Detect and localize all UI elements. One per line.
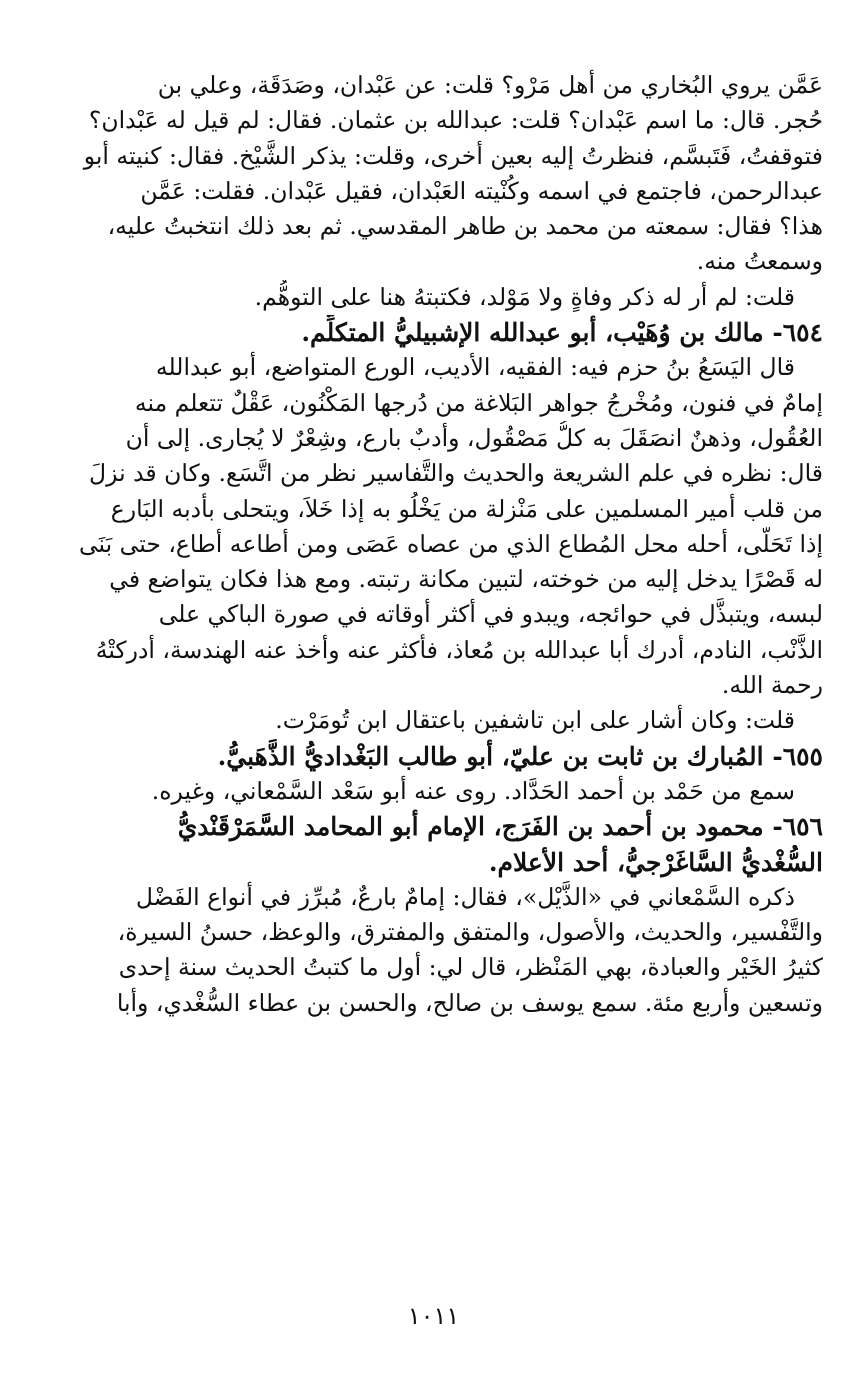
entry-heading-655: ٦٥٥- المُبارك بن ثابت بن عليّ، أبو طالب البَغْداديُّ الذَّهَبيُّ. — [217, 741, 823, 771]
text-line: فتوقفتُ، فَتَبسَّم، فنظرتُ إليه بعين أخرى، وقلت: يذكر الشَّيْخ. فقال: كنيته أبو — [83, 141, 823, 170]
text-line: قال: نظره في علم الشريعة والحديث والتَّفاسير نظر من اتَّسَع. وكان قد نزلَ — [89, 459, 823, 488]
text-line: من قلب أمير المسلمين على مَنْزلة من يَخْلُو به إذا خَلاَ، ويتحلى بأدبه البَارع — [110, 494, 823, 523]
text-line: لبسه، ويتبذَّل في حوائجه، ويبدو في أكثر أوقاته في صورة الباكي على — [158, 600, 823, 629]
entry-heading-654: ٦٥٤- مالك بن وُهَيْب، أبو عبدالله الإشبيليُّ المتكلِّم. — [301, 318, 823, 348]
text-line: عبدالرحمن، فاجتمع في اسمه وكُنْيته العَبْدان، فقيل عَبْدان. فقلت: عَمَّن — [140, 176, 823, 205]
text-line: قال اليَسَعُ بنُ حزم فيه: الفقيه، الأديب، الورع المتواضع، أبو عبدالله — [155, 353, 795, 382]
text-line: حُجر. قال: ما اسم عَبْدان؟ قلت: عبدالله بن عثمان. فقال: لم قيل له عَبْدان؟ — [88, 106, 823, 135]
text-line: ذكره السَّمْعاني في «الذَّيْل»، فقال: إمامٌ بارعٌ، مُبرِّز في أنواع الفَضْل — [135, 882, 795, 911]
text-line: سمع من حَمْد بن أحمد الحَدَّاد. روى عنه أبو سَعْد السَّمْعاني، وغيره. — [151, 776, 795, 805]
page-body — [70, 68, 823, 1021]
note-line: قلت: وكان أشار على ابن تاشفين باعتقال ابن تُومَرْت. — [275, 706, 795, 735]
text-line: الذَّنْب، النادم، أدرك أبا عبدالله بن مُعاذ، فأكثر عنه وأخذ عنه الهندسة، أدركتْهُ — [95, 635, 823, 664]
text-line: وتسعين وأربع مئة. سمع يوسف بن صالح، والحسن بن عطاء السُّغْدي، وأبا — [116, 988, 823, 1017]
text-line: إذا تَحَلَّى، أحله محل المُطاع الذي من عصاه عَصَى ومن أطاعه أطاع، حتى بَنَى — [78, 529, 823, 558]
text-line: كثيرُ الخَيْر والعبادة، بهي المَنْظر، قال لي: أول ما كتبتُ الحديث سنة إحدى — [118, 953, 823, 982]
text-line: والتَّفْسير، والحديث، والأصول، والمتفق والمفترق، والوعظ، حسنُ السيرة، — [117, 918, 823, 947]
text-line: العُقُول، وذهنٌ انصَقَلَ به كلُّ مَصْقُول، وأدبٌ بارع، وشِعْرٌ لا يُجارى. إلى أن — [125, 423, 823, 452]
note-line: قلت: لم أر له ذكر وفاةٍ ولا مَوْلد، فكتبتهُ هنا على التوهُّم. — [254, 282, 795, 311]
text-line: وسمعتُ منه. — [696, 247, 823, 276]
entry-heading-656-continued: السُّغْديُّ السَّاغَرْجيُّ، أحد الأعلام. — [488, 847, 823, 877]
text-line: له قَصْرًا يدخل إليه من خوخته، لتبين مكانة رتبته. ومع هذا فكان يتواضع في — [109, 565, 823, 594]
text-line: إمامٌ في فنون، ومُخْرجُ جواهر البَلاغة من دُرجها المَكْنُون، عَقْلٌ تتعلم منه — [134, 388, 823, 417]
text-line: هذا؟ فقال: سمعته من محمد بن طاهر المقدسي. ثم بعد ذلك انتخبتُ عليه، — [107, 212, 823, 241]
text-line: عَمَّن يروي البُخاري من أهل مَرْو؟ قلت: عن عَبْدان، وصَدَقَة، وعلي بن — [157, 71, 823, 99]
text-line: رحمة الله. — [721, 671, 823, 700]
page-number: ١٠١١ — [407, 1302, 460, 1330]
entry-heading-656: ٦٥٦- محمود بن أحمد بن الفَرَج، الإمام أبو المحامد السَّمَرْقَنْديُّ — [177, 812, 823, 842]
